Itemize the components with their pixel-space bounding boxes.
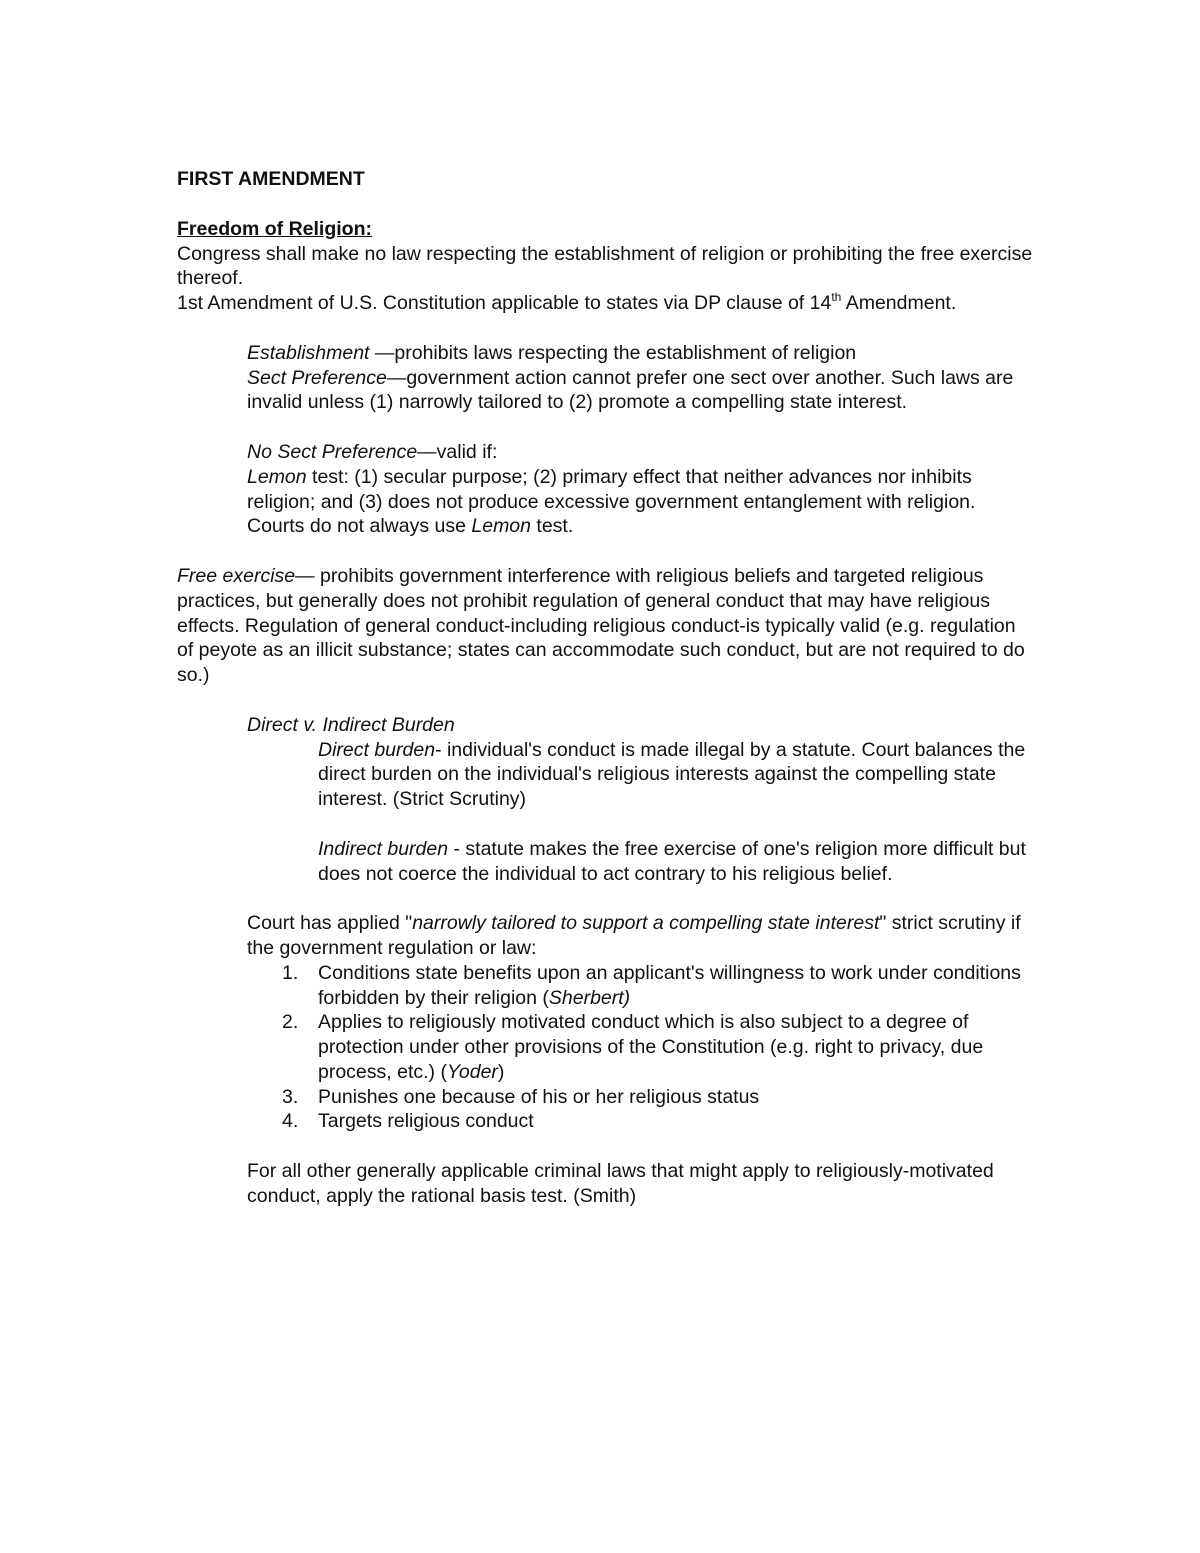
superscript-th: th bbox=[831, 290, 842, 305]
list-item: 3. Punishes one because of his or her religious status bbox=[282, 1085, 760, 1108]
sect-preference-term: Sect Preference bbox=[247, 366, 387, 389]
sect-preference-definition: Sect Preference—government action cannot prefer one sect over another. Such laws are invalid unless (1) narrowly tailored to (2) promote a compelling state interest. bbox=[247, 366, 1014, 414]
case-name: Sherbert) bbox=[548, 986, 631, 1009]
no-sect-preference-definition: No Sect Preference—valid if: bbox=[247, 440, 498, 463]
strict-scrutiny-list bbox=[247, 961, 1037, 1135]
burden-heading: Direct v. Indirect Burden bbox=[247, 713, 455, 736]
congress-clause-text: Congress shall make no law respecting the establishment of religion or prohibiting the free exercise thereof. bbox=[177, 242, 1033, 290]
lemon-term: Lemon bbox=[247, 465, 307, 488]
document-title: FIRST AMENDMENT bbox=[177, 168, 365, 190]
list-item: 4. Targets religious conduct bbox=[282, 1110, 534, 1133]
strict-scrutiny-intro: Court has applied "narrowly tailored to support a compelling state interest" strict scrutiny if the government regulation or law: bbox=[247, 912, 1021, 959]
list-item: 2. Applies to religiously motivated conduct which is also subject to a degree of protection under other provisions of the Constitution (e.g. right to privacy, due process, etc.) (Yoder) bbox=[282, 1011, 984, 1083]
free-exercise-term: Free exercise bbox=[177, 564, 296, 587]
fourteenth-amendment-text: 1st Amendment of U.S. Constitution applicable to states via DP clause of 14th Amendment. bbox=[177, 290, 957, 315]
rational-basis-text: For all other generally applicable criminal laws that might apply to religiously-motivated conduct, apply the rational basis test. (Smith) bbox=[247, 1160, 994, 1207]
lemon-test-definition: Lemon test: (1) secular purpose; (2) primary effect that neither advances nor inhibits religion; and (3) does not produce excessive government entanglement with religion. bbox=[247, 465, 976, 513]
section-heading-freedom-of-religion: Freedom of Religion: bbox=[177, 217, 372, 240]
list-item: 1. Conditions state benefits upon an applicant's willingness to work under conditions forbidden by their religion (Sherbert) bbox=[282, 961, 1021, 1009]
indirect-burden-term: Indirect burden bbox=[318, 837, 449, 860]
indirect-burden-definition: Indirect burden - statute makes the free exercise of one's religion more difficult but does not coerce the individual to act contrary to his religious belief. bbox=[318, 837, 1026, 885]
no-sect-preference-term: No Sect Preference bbox=[247, 440, 418, 463]
document-page bbox=[177, 167, 1037, 1209]
direct-burden-definition: Direct burden- individual's conduct is made illegal by a statute. Court balances the direct burden on the individual's religious interests against the compelling state interest. (Strict Scrutiny) bbox=[318, 738, 1026, 811]
lemon-test-note: Courts do not always use Lemon test. bbox=[247, 515, 574, 538]
direct-burden-term: Direct burden bbox=[318, 738, 436, 761]
establishment-definition: Establishment —prohibits laws respecting the establishment of religion bbox=[247, 341, 857, 364]
case-name: Yoder bbox=[446, 1060, 498, 1083]
establishment-term: Establishment bbox=[247, 341, 370, 364]
free-exercise-definition: Free exercise— prohibits government interference with religious beliefs and targeted religious practices, but generally does not prohibit regulation of general conduct that may have religious effects. Regulation of general conduct-including religious conduct-is typically valid (e.g. regulation of peyote as an illicit substance; states can accommodate such conduct, but are not required to do so.) bbox=[177, 564, 1025, 687]
